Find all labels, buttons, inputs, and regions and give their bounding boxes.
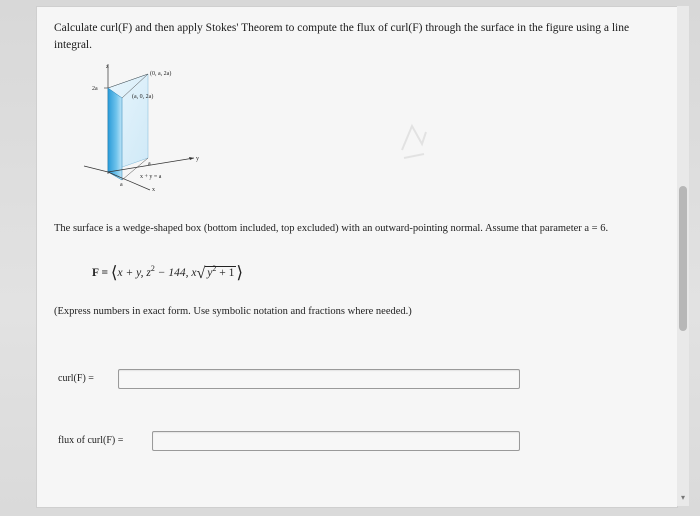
scrollbar[interactable] bbox=[677, 6, 689, 506]
label-a-y: a bbox=[148, 161, 151, 167]
label-top-right: (0, a, 2a) bbox=[150, 71, 172, 77]
label-top-left: (a, 0, 2a) bbox=[132, 94, 154, 100]
sqrt-content: y bbox=[207, 267, 213, 279]
question-text: Calculate curl(F) and then apply Stokes' Theorem to compute the flux of curl(F) through the surface in the figure using a line integral. bbox=[54, 22, 630, 51]
instructions-text: (Express numbers in exact form. Use symbolic notation and fractions where needed.) bbox=[54, 306, 412, 317]
sqrt-radicand: $y^2 + 1$ bbox=[207, 264, 235, 279]
curl-label: curl(F) = bbox=[58, 373, 94, 384]
flux-answer-input[interactable] bbox=[152, 431, 520, 451]
watermark-icon bbox=[398, 120, 430, 164]
sqrt-plus-one: + 1 bbox=[219, 267, 235, 279]
y-axis-label: y bbox=[196, 156, 199, 162]
label-plane: x + y = a bbox=[140, 174, 162, 180]
label-2a: 2a bbox=[92, 86, 98, 92]
scroll-thumb[interactable] bbox=[679, 186, 687, 331]
label-a-x: a bbox=[120, 182, 123, 188]
left-angle-bracket: ⟨ bbox=[110, 263, 118, 282]
x-axis-label: x bbox=[152, 187, 155, 192]
sqrt-sign: √ bbox=[196, 265, 206, 282]
surface-description: The surface is a wedge-shaped box (bottom included, top excluded) with an outward-pointing normal. Assume that parameter a = 6. bbox=[54, 223, 609, 234]
wedge-figure bbox=[82, 62, 212, 192]
z-axis-label: z bbox=[106, 64, 109, 70]
formula-component-2: − 144, x bbox=[157, 267, 197, 279]
curl-answer-input[interactable] bbox=[118, 369, 520, 389]
flux-label: flux of curl(F) = bbox=[58, 435, 124, 446]
formula-lhs: F = bbox=[92, 267, 109, 279]
right-angle-bracket: ⟩ bbox=[236, 263, 244, 282]
formula-component-1: x + y, z bbox=[117, 267, 151, 279]
scroll-down-arrow[interactable]: ▾ bbox=[680, 493, 685, 502]
vector-field-formula: F = ⟨x + y, $z^2 - 144$, x√ $y^2 + 1$ ⟩ bbox=[92, 263, 244, 282]
